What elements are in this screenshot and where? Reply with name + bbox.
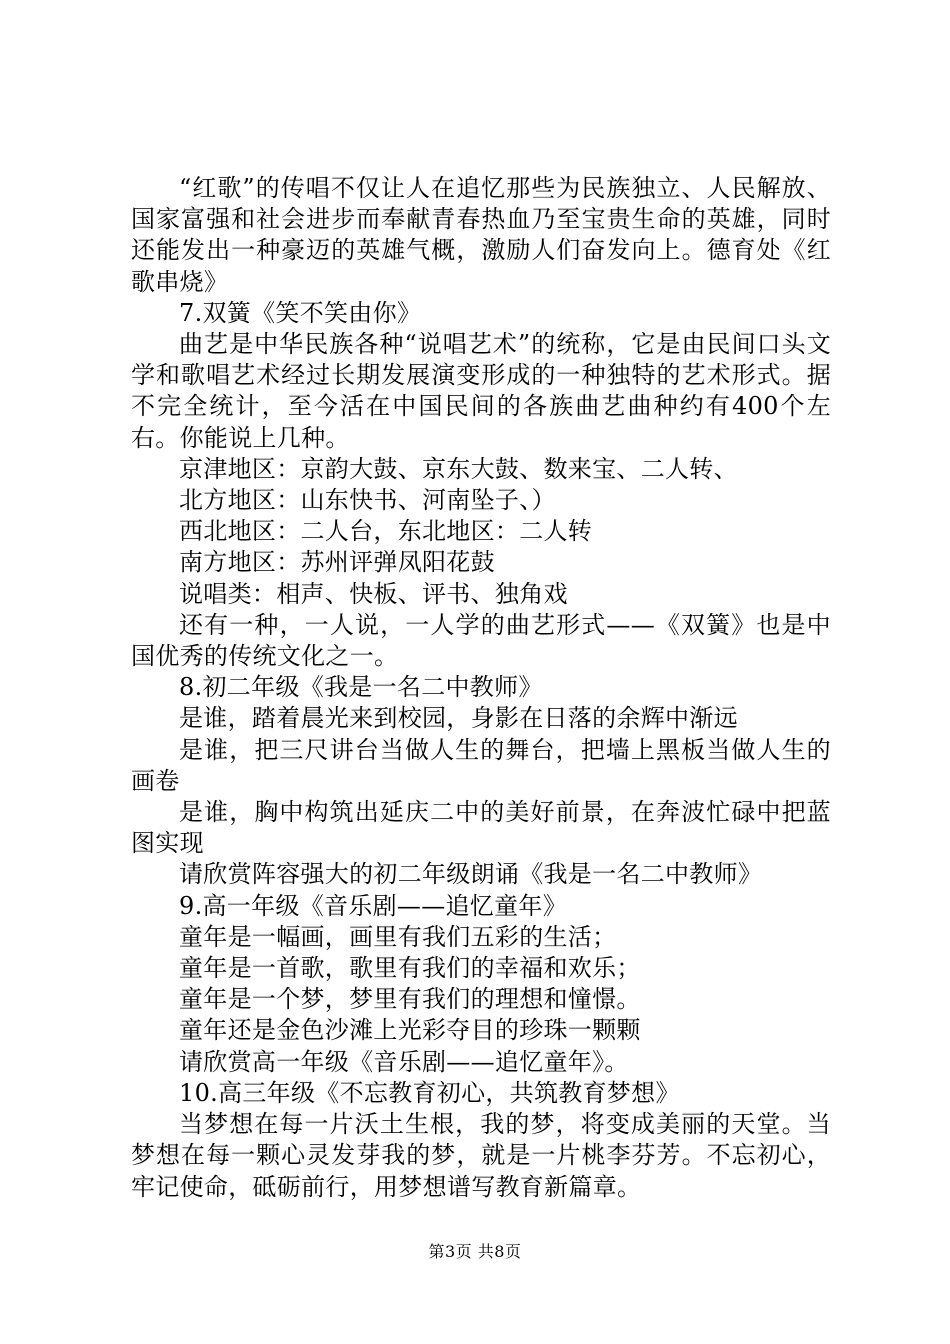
paragraph: 京津地区：京韵大鼓、京东大鼓、数来宝、二人转、 [179,454,738,483]
paragraph: 还有一种，一人说，一人学的曲艺形式——《双簧》也是中国优秀的传统文化之一。 [131,610,831,671]
paragraph: 童年是一幅画，画里有我们五彩的生活； [179,922,617,951]
document-body [131,173,831,1203]
paragraph: 请欣赏高一年级《音乐剧——追忆童年》。 [179,1047,629,1076]
paragraph: 是谁，把三尺讲台当做人生的舞台，把墙上黑板当做人生的画卷 [131,735,831,795]
paragraph: 西北地区：二人台，东北地区：二人转 [179,517,593,546]
paragraph: 童年还是金色沙滩上光彩夺目的珍珠一颗颗 [179,1016,641,1045]
paragraph: 是谁，胸中构筑出延庆二中的美好前景，在奔波忙碌中把蓝图实现 [131,798,831,858]
paragraph: 童年是一个梦，梦里有我们的理想和憧憬。 [179,985,641,1014]
paragraph: 10.高三年级《不忘教育初心，共筑教育梦想》 [179,1078,680,1107]
paragraph: 7.双簧《笑不笑由你》 [179,298,422,327]
paragraph: “红歌”的传唱不仅让人在追忆那些为民族独立、人民解放、国家富强和社会进步而奉献青春热血乃至宝贵生命的英雄，同时还能发出一种豪迈的英雄气概，激励人们奋发向上。德育处《红歌串烧》 [131,174,831,296]
paragraph: 请欣赏阵容强大的初二年级朗诵《我是一名二中教师》 [179,860,763,889]
paragraph: 8.初二年级《我是一名二中教师》 [179,673,543,702]
page-footer: 第3页 共8页 [428,1242,522,1261]
paragraph: 曲艺是中华民族各种“说唱艺术”的统称，它是由民间口头文学和歌唱艺术经过长期发展演变形成的一种独特的艺术形式。据不完全统计，至今活在中国民间的各族曲艺曲种约有400个左右。你能说上几种。 [131,330,831,452]
paragraph: 童年是一首歌，歌里有我们的幸福和欢乐； [179,954,641,983]
paragraph: 当梦想在每一片沃土生根，我的梦，将变成美丽的天堂。当梦想在每一颗心灵发芽我的梦，就是一片桃李芬芳。不忘初心，牢记使命，砥砺前行，用梦想谱写教育新篇章。 [131,1110,831,1201]
paragraph: 是谁，踏着晨光来到校园，身影在日落的余辉中渐远 [179,704,738,733]
paragraph: 南方地区：苏州评弹凤阳花鼓 [179,548,495,577]
paragraph: 9.高一年级《音乐剧——追忆童年》 [179,891,567,920]
paragraph: 说唱类：相声、快板、评书、独角戏 [179,579,568,608]
paragraph: 北方地区：山东快书、河南坠子、） [179,486,556,515]
